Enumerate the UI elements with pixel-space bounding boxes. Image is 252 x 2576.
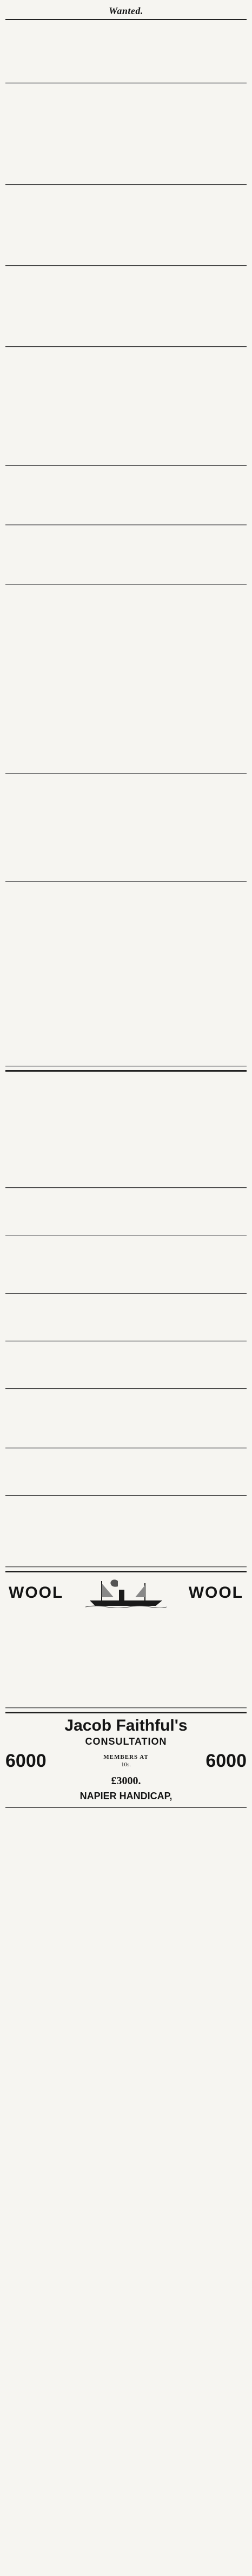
divider bbox=[5, 1070, 247, 1072]
section-title: Wanted. bbox=[5, 5, 247, 20]
ad-text bbox=[8, 588, 244, 770]
members-price bbox=[103, 1754, 148, 1768]
ad-text bbox=[8, 189, 244, 263]
wool-banner bbox=[5, 1576, 247, 1610]
divider bbox=[5, 184, 247, 185]
divider bbox=[5, 524, 247, 525]
divider bbox=[5, 1495, 247, 1496]
classified-ad bbox=[5, 1389, 247, 1449]
classified-ad bbox=[5, 1610, 247, 1709]
classified-ad bbox=[5, 1294, 247, 1342]
table-cell bbox=[102, 1808, 150, 1811]
classified-ad bbox=[5, 23, 247, 84]
table-cell bbox=[5, 1808, 54, 1811]
members-count-right: 6000 bbox=[205, 1751, 247, 1771]
classified-ad bbox=[5, 266, 247, 347]
classified-ad bbox=[5, 526, 247, 585]
ad-text bbox=[8, 1192, 244, 1232]
ad-text bbox=[8, 1078, 244, 1185]
ad-text bbox=[8, 1239, 244, 1290]
divider bbox=[5, 1571, 247, 1572]
classified-ad bbox=[5, 1342, 247, 1389]
divider bbox=[5, 465, 247, 466]
classified-ad bbox=[5, 882, 247, 1067]
ad-title: Jacob Faithful's bbox=[64, 1717, 188, 1734]
table-cell bbox=[150, 1808, 198, 1811]
table-total-row bbox=[5, 1808, 247, 1811]
ad-text bbox=[8, 270, 244, 344]
classified-ad bbox=[5, 1496, 247, 1568]
ad-text bbox=[8, 777, 244, 878]
wool-left: WOOL bbox=[9, 1584, 64, 1602]
divider bbox=[5, 1712, 247, 1713]
ad-text bbox=[8, 87, 244, 181]
prize-table bbox=[5, 1805, 247, 1810]
steamship-icon bbox=[85, 1578, 167, 1608]
race-name: NAPIER HANDICAP, bbox=[79, 1791, 173, 1801]
classified-ad bbox=[5, 466, 247, 526]
classified-ad bbox=[5, 1188, 247, 1236]
classified-ad bbox=[5, 185, 247, 266]
divider bbox=[5, 1293, 247, 1294]
classified-ad bbox=[5, 1449, 247, 1496]
classified-ad bbox=[5, 585, 247, 774]
classified-ad bbox=[5, 1236, 247, 1294]
prize-pool: £3000. bbox=[111, 1775, 141, 1787]
lottery-ad bbox=[5, 1717, 247, 1810]
divider bbox=[5, 1566, 247, 1567]
divider bbox=[5, 773, 247, 774]
ad-subtitle: CONSULTATION bbox=[85, 1736, 167, 1747]
wool-right: WOOL bbox=[188, 1584, 243, 1602]
ad-text bbox=[8, 1499, 244, 1564]
divider bbox=[5, 346, 247, 347]
members-banner bbox=[5, 1751, 247, 1772]
classified-ad bbox=[5, 774, 247, 882]
classified-ad bbox=[5, 347, 247, 466]
ad-text bbox=[8, 885, 244, 1063]
members-label: MEMBERS AT bbox=[103, 1754, 149, 1761]
ad-text bbox=[8, 469, 244, 522]
table-cell bbox=[54, 1808, 102, 1811]
ad-text bbox=[8, 1613, 244, 1705]
ad-text bbox=[8, 529, 244, 581]
divider bbox=[5, 881, 247, 882]
ad-text bbox=[8, 1452, 244, 1492]
classified-ad bbox=[5, 84, 247, 185]
members-count-left: 6000 bbox=[5, 1751, 47, 1771]
table-cell bbox=[198, 1808, 247, 1811]
divider bbox=[5, 1187, 247, 1188]
ad-text bbox=[8, 26, 244, 80]
ad-text bbox=[8, 1345, 244, 1385]
divider bbox=[5, 1707, 247, 1708]
members-fee: 10s. bbox=[121, 1761, 131, 1768]
ad-text bbox=[8, 1297, 244, 1338]
ad-text bbox=[8, 1393, 244, 1445]
divider bbox=[5, 265, 247, 266]
ad-text bbox=[8, 351, 244, 462]
classified-ad bbox=[5, 1075, 247, 1188]
divider bbox=[5, 1388, 247, 1389]
